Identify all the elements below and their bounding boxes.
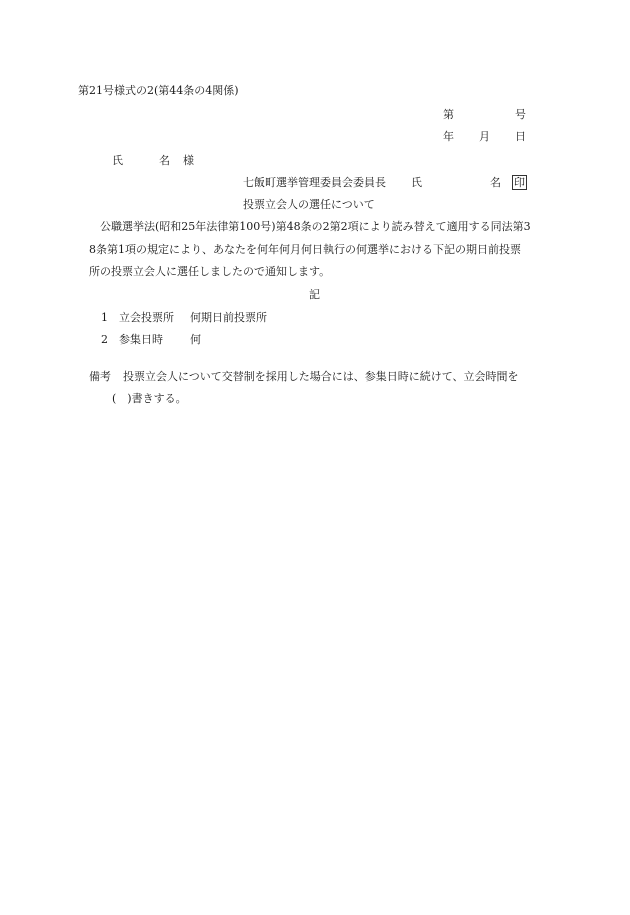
remarks-line-2: ( )書きする。 [112, 392, 187, 405]
remarks-line-1: 投票立会人について交替制を採用した場合には、参集日時に続けて、立会時間を [123, 370, 519, 383]
addressee-sama: 様 [183, 154, 194, 167]
subject: 投票立会人の選任について [243, 198, 375, 211]
item-number: 2 [101, 333, 108, 346]
date-day: 日 [515, 130, 526, 143]
date-month: 月 [479, 130, 490, 143]
addressee-shi: 氏 [112, 154, 123, 167]
form-number: 第21号様式の2(第44条の4関係) [78, 84, 239, 97]
sender-mei: 名 [490, 176, 501, 189]
sender-title: 七飯町選挙管理委員会委員長 [243, 176, 386, 189]
body-line-3: 所の投票立会人に選任しましたので通知します。 [89, 265, 331, 278]
body-line-2: 8条第1項の規定により、あなたを何年何月何日執行の何選挙における下記の期日前投票 [89, 243, 521, 256]
sender-shi: 氏 [411, 176, 422, 189]
body-line-1: 公職選挙法(昭和25年法律第100号)第48条の2第2項により読み替えて適用する同法第3 [100, 220, 531, 233]
item-value: 何 [190, 333, 201, 346]
item-label: 立会投票所 [119, 311, 174, 324]
item-number: 1 [101, 311, 108, 324]
date-year: 年 [443, 130, 454, 143]
doc-number-prefix: 第 [443, 108, 454, 121]
item-label: 参集日時 [119, 333, 163, 346]
seal-label: 印 [514, 176, 525, 189]
ki-heading: 記 [309, 288, 320, 301]
seal-stamp [512, 175, 527, 190]
item-value: 何期日前投票所 [190, 311, 267, 324]
remarks-label: 備考 [89, 370, 111, 383]
addressee-mei: 名 [159, 154, 170, 167]
doc-number-suffix: 号 [515, 108, 526, 121]
